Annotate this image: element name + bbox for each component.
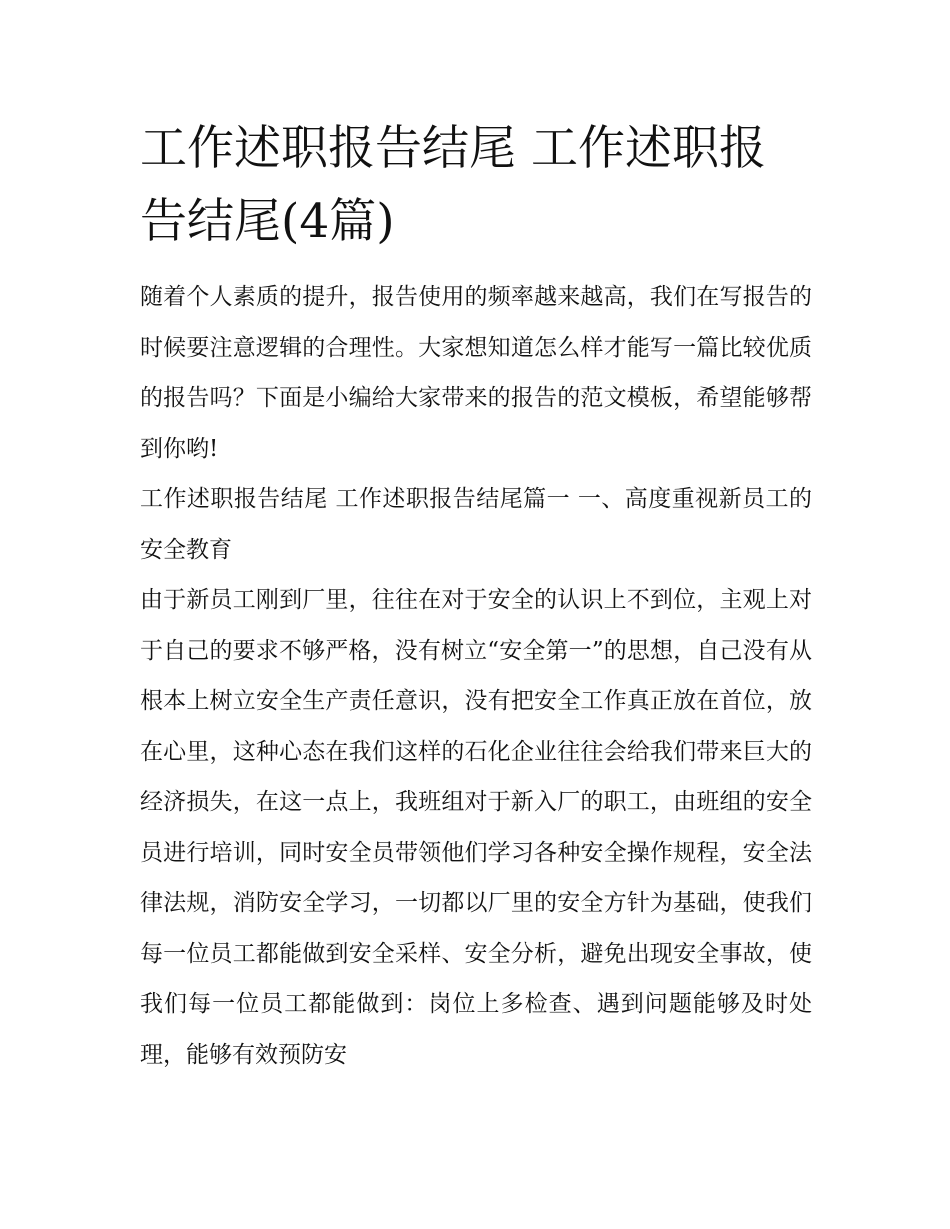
document-page [140, 112, 812, 1080]
body-paragraph: 由于新员工刚到厂里，往往在对于安全的认识上不到位，主观上对于自己的要求不够严格，没有树立“安全第一”的思想，自己没有从根本上树立安全生产责任意识，没有把安全工作真正放在首位，放在心里，这种心态在我们这样的石化企业往往会给我们带来巨大的经济损失，在这一点上，我班组对于新入厂的职工，由班组的安全员进行培训，同时安全员带领他们学习各种安全操作规程，安全法律法规，消防安全学习，一切都以厂里的安全方针为基础，使我们每一位员工都能做到安全采样、安全分析，避免出现安全事故，使我们每一位员工都能做到：岗位上多检查、遇到问题能够及时处理，能够有效预防安 [140, 587, 812, 1068]
document-title: 工作述职报告结尾 工作述职报告结尾(4篇) [140, 121, 766, 249]
intro-paragraph: 随着个人素质的提升，报告使用的频率越来越高，我们在写报告的时候要注意逻辑的合理性。大家想知道怎么样才能写一篇比较优质的报告吗？下面是小编给大家带来的报告的范文模板，希望能够帮到你哟! [140, 284, 812, 462]
section-heading-paragraph: 工作述职报告结尾 工作述职报告结尾篇一 一、高度重视新员工的安全教育 [140, 486, 812, 563]
